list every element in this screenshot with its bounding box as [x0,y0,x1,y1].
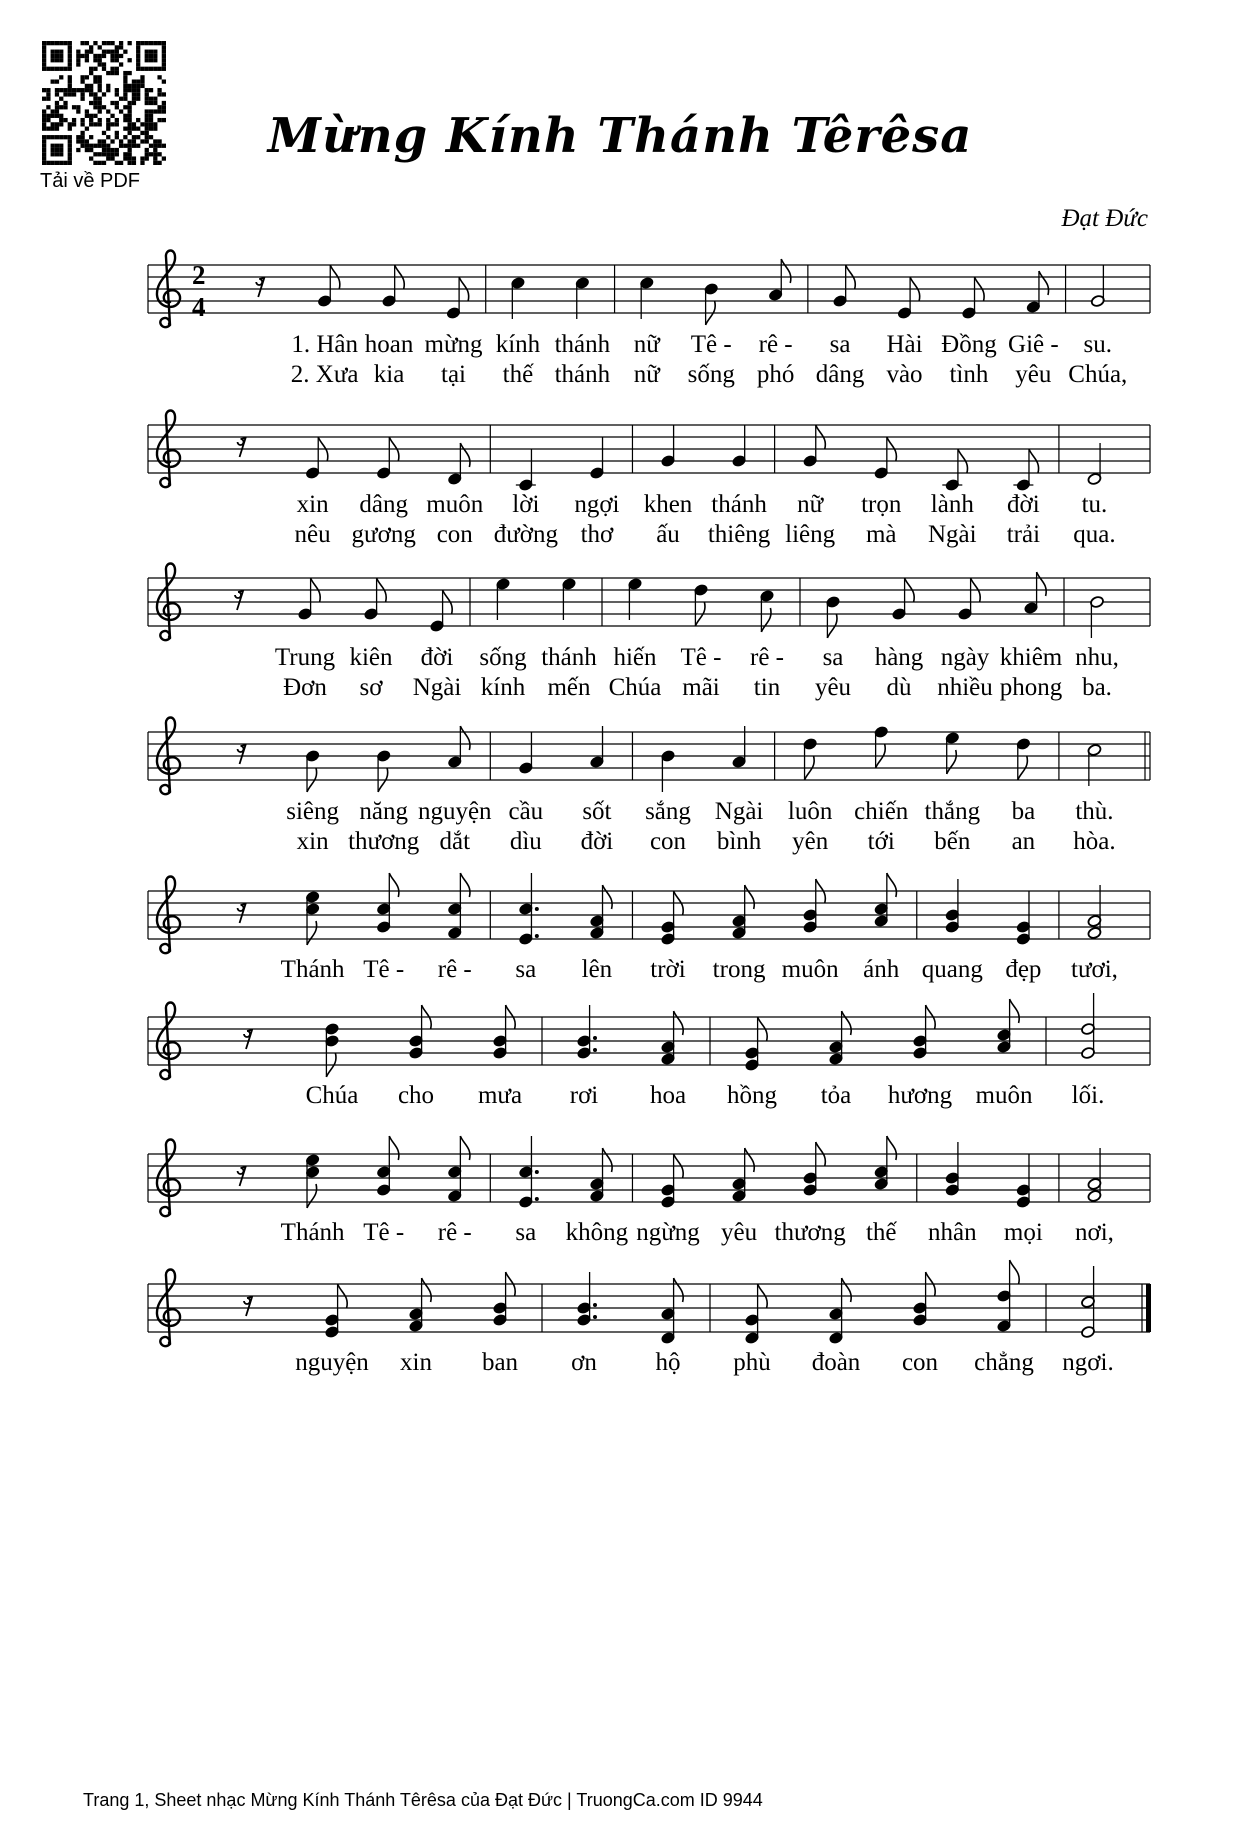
staff-system [148,251,1150,389]
note [305,890,320,945]
lyric-syllable: nhiều [937,674,993,701]
lyric-syllable: thánh [541,644,597,671]
note [305,1153,320,1208]
eighth-rest-icon [235,591,243,610]
lyric-syllable: tươi, [1071,956,1118,983]
lyric-syllable: nữ [797,491,824,518]
augmentation-dot [593,1036,597,1040]
lyric-syllable: Chúa, [1068,361,1128,388]
eighth-flag [460,443,470,467]
lyric-syllable: Chúa [608,674,662,701]
note [1016,1154,1031,1209]
note [1090,595,1105,638]
lyric-syllable: muôn [975,1082,1033,1109]
lyric-syllable: nguyện [295,1349,369,1376]
lyric-syllable: không [565,1219,629,1246]
note [913,1005,936,1060]
lyric-syllable: rê - [437,1219,472,1246]
lyric-syllable: trong [712,956,766,983]
lyric-syllable: hòa. [1073,828,1116,855]
lyric-syllable: mà [865,521,897,548]
lyric-syllable: ba [1011,798,1036,825]
augmentation-dot [535,1170,539,1174]
note [493,1272,516,1327]
lyric-syllable: chiến [854,798,909,825]
lyric-syllable: 2. Xưa [290,361,359,388]
lyric-syllable: tỏa [820,1082,852,1109]
lyric-syllable: Trung [274,644,336,671]
note [1013,449,1038,492]
note [745,1284,768,1345]
eighth-flag [947,750,957,774]
note [518,732,533,775]
note [704,282,719,325]
lyric-syllable: Giê - [1008,331,1059,358]
lyric-syllable: dâng [359,491,408,518]
note [589,437,604,480]
lyric-syllable: ngơi. [1062,1349,1114,1376]
note [803,737,818,780]
lyric-syllable: cho [397,1082,435,1109]
lyric-syllable: hoa [649,1082,687,1109]
lyric-syllable: dù [886,674,912,701]
note [803,1142,826,1197]
download-pdf-link[interactable]: Tải về PDF [40,170,141,192]
lyric-syllable: phó [756,361,795,388]
note [874,873,897,928]
lyric-syllable: rơi [569,1082,599,1109]
eighth-flag [1039,271,1049,295]
lyric-syllable: qua. [1073,521,1116,548]
augmentation-dot [593,1048,597,1052]
note [661,1278,684,1345]
lyric-syllable: xin [296,491,329,518]
note [826,595,841,638]
lyric-syllable: sống [479,644,527,671]
lyric-syllable: lời [512,491,540,518]
eighth-rest-icon [238,745,246,764]
page-footer: Trang 1, Sheet nhạc Mừng Kính Thánh Têrêsa của Đạt Đức | TruongCa.com ID 9944 [83,1790,763,1810]
lyric-syllable: ơn [571,1349,597,1376]
lyric-syllable: đời [580,828,614,855]
lyric-syllable: Đơn [283,674,327,701]
lyric-syllable: hương [887,1082,953,1109]
eighth-flag [460,726,470,750]
lyric-syllable: hiến [613,644,657,671]
lyric-syllable: nguyện [417,798,492,825]
note [447,1136,470,1203]
lyric-syllable: thánh [711,491,767,518]
note [589,885,612,940]
eighth-rest-icon [238,1167,246,1186]
lyric-syllable: vào [886,361,923,388]
note [661,1154,684,1209]
note [518,1136,538,1209]
lyric-syllable: mến [547,674,591,701]
lyric-syllable: hồng [727,1082,777,1109]
lyric-syllable: thương [348,828,420,855]
lyric-syllable: mãi [682,674,720,701]
note [829,1011,852,1066]
lyric-syllable: tới [867,828,895,855]
lyric-syllable: yêu [721,1219,758,1246]
eighth-rest-icon [238,904,246,923]
eighth-flag [1010,999,1020,1023]
lyric-syllable: sa [515,956,537,983]
lyric-syllable: trời [650,956,686,983]
lyric-syllable: yên [792,828,829,855]
lyric-syllable: xin [400,1349,432,1376]
lyric-syllable: con [649,828,687,855]
lyric-syllable: sống [687,361,735,388]
lyric-syllable: hoan [364,331,414,358]
lyric-syllable: hàng [874,644,924,671]
lyric-syllable: luôn [787,798,833,825]
note [874,725,889,768]
eighth-flag [603,885,613,909]
note [803,879,826,934]
lyric-syllable: lên [581,956,613,983]
eighth-flag [460,873,470,897]
note [1087,885,1102,940]
note [661,749,676,792]
lyric-syllable: trọn [861,491,902,518]
lyric-syllable: liêng [785,521,836,548]
time-signature-bottom: 4 [192,292,206,322]
lyric-syllable: sắng [645,798,691,825]
note [1081,1266,1096,1339]
augmentation-dot [593,1303,597,1307]
staff-system [148,411,1150,549]
lyric-syllable: rê - [437,956,472,983]
note [829,1278,852,1345]
lyric-syllable: muôn [781,956,839,983]
note [732,425,747,468]
note [305,749,320,792]
lyric-syllable: thế [502,361,534,388]
note [732,885,755,940]
lyric-syllable: sa [829,331,851,358]
lyric-syllable: 1. Hân [291,331,358,358]
lyric-syllable: thánh [554,331,611,358]
eighth-flag [389,1136,399,1160]
augmentation-dot [535,1197,539,1201]
eighth-flag [674,1278,684,1302]
lyric-syllable: su. [1083,331,1113,358]
lyric-syllable: Hài [886,331,923,358]
staff-system [148,993,1150,1109]
eighth-flag [389,873,399,897]
lyric-syllable: sa [515,1219,537,1246]
lyric-syllable: phong [999,674,1063,701]
note [661,425,676,468]
lyric-syllable: lành [930,491,974,518]
augmentation-dot [593,1315,597,1319]
lyric-syllable: sơ [359,674,383,701]
lyric-syllable: Ngài [714,798,764,825]
staff-system [148,1136,1150,1246]
lyric-syllable: tại [441,361,466,388]
lyric-syllable: siêng [286,798,340,825]
note [325,1284,348,1339]
staff-system [148,873,1150,983]
lyric-syllable: dắt [439,828,471,855]
augmentation-dot [535,907,539,911]
lyric-syllable: Thánh [280,956,345,983]
lyric-syllable: thiêng [707,521,771,548]
note [1016,891,1031,946]
lyric-syllable: đẹp [1005,956,1042,983]
lyric-syllable: trải [1006,521,1041,548]
lyric-syllable: con [901,1349,939,1376]
eighth-flag [842,1011,852,1035]
lyric-syllable: sốt [582,798,612,825]
lyric-syllable: Chúa [305,1082,359,1109]
note [376,749,391,792]
lyric-syllable: yêu [814,674,852,701]
lyric-syllable: mọi [1003,1219,1043,1246]
lyric-syllable: đường [493,521,558,548]
eighth-flag [460,1136,470,1160]
note [409,1005,432,1060]
lyric-syllable: dâng [815,361,865,388]
lyric-syllable: kia [373,361,405,388]
lyric-syllable: mưa [477,1082,523,1109]
note [942,449,967,492]
lyric-syllable: thơ [580,521,614,548]
note [1081,993,1096,1060]
note [493,1005,516,1060]
lyric-syllable: phù [733,1349,771,1376]
lyric-syllable: lối. [1071,1082,1105,1109]
lyric-syllable: hộ [655,1349,681,1376]
staff-system [148,718,1150,856]
lyric-syllable: Tê - [680,644,722,671]
eighth-flag [422,1278,432,1302]
lyric-syllable: Ngài [412,674,462,701]
composer: Đạt Đức [1061,205,1148,232]
lyric-syllable: nơi, [1075,1219,1114,1246]
lyric-syllable: muôn [426,491,484,518]
note [732,1148,755,1203]
note [945,879,960,934]
note [997,999,1020,1054]
lyric-syllable: ngày [940,644,990,671]
eighth-flag [307,1184,317,1208]
lyric-syllable: cầu [508,798,544,825]
final-barline [1146,1284,1151,1332]
note [577,1005,597,1060]
lyric-syllable: Đồng [941,331,997,358]
lyric-syllable: mừng [424,331,483,358]
lyric-syllable: rê - [758,331,793,358]
note [1090,265,1105,308]
note [945,1142,960,1197]
lyric-syllable: Tê - [363,956,405,983]
staff-system [148,564,1150,702]
eighth-rest-icon [244,1030,252,1049]
note [577,1272,597,1327]
eighth-flag [887,873,897,897]
eighth-flag [887,1136,897,1160]
eighth-flag [745,885,755,909]
lyric-syllable: thương [774,1219,846,1246]
augmentation-dot [535,934,539,938]
lyric-syllable: Tê - [690,331,732,358]
song-title: Mừng Kính Thánh Têrêsa [267,108,973,164]
eighth-flag [674,1011,684,1035]
lyric-syllable: nhu, [1075,644,1119,671]
lyric-syllable: ngừng [636,1219,700,1246]
lyric-syllable: Ngài [928,521,977,548]
eighth-flag [307,921,317,945]
lyric-syllable: bến [934,828,971,855]
lyric-syllable: ban [481,1349,519,1376]
note [1016,737,1031,780]
lyric-syllable: thế [865,1219,897,1246]
lyric-syllable: kính [480,674,526,701]
note [447,873,470,940]
lyric-syllable: sa [822,644,844,671]
lyric-syllable: con [436,521,473,548]
note [694,583,709,626]
note [516,449,536,492]
eighth-flag [1037,572,1047,596]
note [518,873,538,946]
eighth-flag [603,1148,613,1172]
lyric-syllable: khiêm [999,644,1063,671]
lyric-syllable: xin [296,828,329,855]
lyric-syllable: tin [753,674,781,701]
lyric-syllable: chẳng [974,1349,1034,1376]
lyric-syllable: an [1011,828,1036,855]
eighth-rest-icon [238,438,246,457]
lyric-syllable: nữ [633,361,660,388]
lyric-syllable: nữ [633,331,660,358]
lyric-syllable: gương [351,521,416,548]
lyric-syllable: đoàn [811,1349,861,1376]
lyric-syllable: Tê - [363,1219,405,1246]
eighth-flag [842,1278,852,1302]
lyric-syllable: ánh [863,956,900,983]
lyric-syllable: quang [921,956,983,983]
note [409,1278,432,1333]
eighth-flag [745,1148,755,1172]
note [325,1022,340,1077]
note [1087,1148,1102,1203]
lyric-syllable: khen [643,491,693,518]
lyric-syllable: ngợi [574,491,620,518]
lyric-syllable: kiên [349,644,393,671]
lyric-syllable: tu. [1081,491,1108,518]
lyric-syllable: năng [359,798,408,825]
note [589,1148,612,1203]
lyric-syllable: nêu [294,521,331,548]
note [913,1272,936,1327]
lyric-syllable: đời [420,644,454,671]
lyric-syllable: thánh [554,361,611,388]
lyric-syllable: thù. [1075,798,1114,825]
lyric-syllable: thắng [924,798,981,825]
eighth-flag [761,608,771,632]
note [661,1011,684,1066]
note [745,1017,768,1072]
lyric-syllable: bình [716,828,762,855]
note [661,891,684,946]
lyric-syllable: Thánh [280,1219,345,1246]
lyric-syllable: ấu [656,521,680,548]
lyric-syllable: đời [1007,491,1040,518]
lyric-syllable: tình [949,361,989,388]
note [874,1136,897,1191]
lyric-syllable: kính [495,331,541,358]
lyric-syllable: ba. [1082,674,1112,701]
staff-system [148,1260,1151,1376]
time-signature-top: 2 [192,260,206,290]
lyric-syllable: rê - [750,644,784,671]
lyric-syllable: dìu [509,828,542,855]
eighth-rest-icon [256,278,264,297]
eighth-flag [781,259,791,283]
eighth-rest-icon [244,1297,252,1316]
eighth-flag [1010,1260,1020,1284]
lyric-syllable: yêu [1015,361,1052,388]
lyric-syllable: nhân [928,1219,977,1246]
